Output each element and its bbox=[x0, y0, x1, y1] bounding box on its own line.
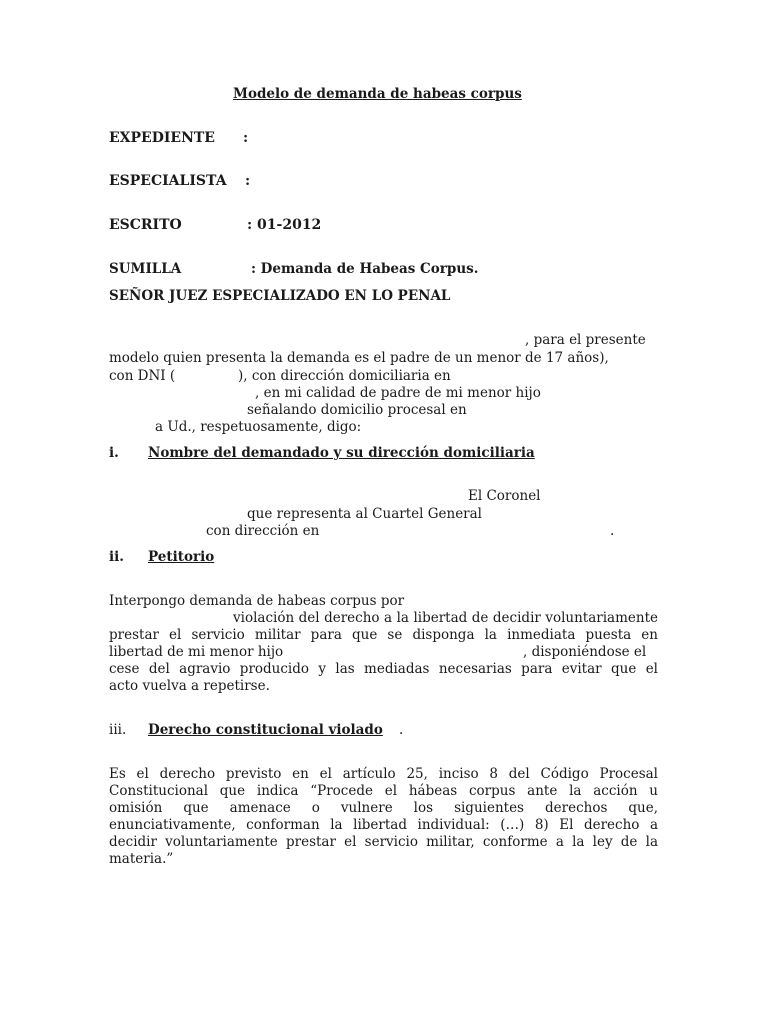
section-line: omisión que amenace o vulnere los siguientes derechos que, bbox=[109, 800, 658, 816]
section-line: con dirección en bbox=[206, 523, 320, 539]
escrito-value: : 01-2012 bbox=[247, 217, 322, 233]
intro-line: , en mi calidad de padre de mi menor hijo bbox=[255, 385, 541, 401]
section-line: materia.” bbox=[109, 851, 174, 867]
section-line: cese del agravio producido y las mediadas necesarias para evitar que el bbox=[109, 661, 658, 677]
section-line: libertad de mi menor hijo bbox=[109, 644, 284, 660]
especialista-value: : bbox=[245, 173, 251, 189]
section-line: violación del derecho a la libertad de decidir voluntariamente bbox=[233, 610, 658, 626]
section-line: acto vuelva a repetirse. bbox=[109, 678, 270, 694]
expediente-value: : bbox=[243, 130, 249, 146]
intro-line: modelo quien presenta la demanda es el padre de un menor de 17 años), bbox=[109, 350, 609, 366]
escrito-label: ESCRITO bbox=[109, 217, 182, 233]
section-heading: Nombre del demandado y su dirección domiciliaria bbox=[148, 445, 535, 461]
section-heading: Derecho constitucional violado bbox=[148, 722, 383, 738]
intro-line: ), con dirección domiciliaria en bbox=[238, 368, 451, 384]
section-line: . bbox=[610, 523, 615, 539]
section-line: El Coronel bbox=[468, 488, 541, 504]
document-title: Modelo de demanda de habeas corpus bbox=[233, 86, 522, 102]
section-line: que representa al Cuartel General bbox=[247, 506, 483, 522]
section-line: , disponiéndose el bbox=[523, 644, 647, 660]
section-heading: Petitorio bbox=[148, 549, 215, 565]
intro-line: , para el presente bbox=[525, 332, 646, 348]
sumilla-label: SUMILLA bbox=[109, 261, 182, 277]
intro-line: señalando domicilio procesal en bbox=[247, 402, 467, 418]
section-line: decidir voluntariamente prestar el servicio militar, conforme a la ley de la bbox=[109, 834, 658, 850]
intro-line: a Ud., respetuosamente, digo: bbox=[155, 419, 362, 435]
sumilla-value: : Demanda de Habeas Corpus. bbox=[251, 261, 479, 277]
section-numeral: iii. bbox=[109, 722, 127, 738]
expediente-label: EXPEDIENTE bbox=[109, 130, 215, 146]
section-line: prestar el servicio militar para que se disponga la inmediata puesta en bbox=[109, 627, 658, 643]
especialista-label: ESPECIALISTA bbox=[109, 173, 227, 189]
section-heading-suffix: . bbox=[399, 722, 404, 738]
addressee: SEÑOR JUEZ ESPECIALIZADO EN LO PENAL bbox=[109, 288, 451, 304]
section-line: Es el derecho previsto en el artículo 25, inciso 8 del Código Procesal bbox=[109, 766, 658, 782]
section-numeral: ii. bbox=[109, 549, 124, 565]
intro-line: con DNI ( bbox=[109, 368, 176, 384]
section-line: Interpongo demanda de habeas corpus por bbox=[109, 593, 405, 609]
section-numeral: i. bbox=[109, 445, 119, 461]
section-line: Constitucional que indica “Procede el hábeas corpus ante la acción u bbox=[109, 783, 658, 799]
section-line: enunciativamente, conforman la libertad individual: (…) 8) El derecho a bbox=[109, 817, 658, 833]
